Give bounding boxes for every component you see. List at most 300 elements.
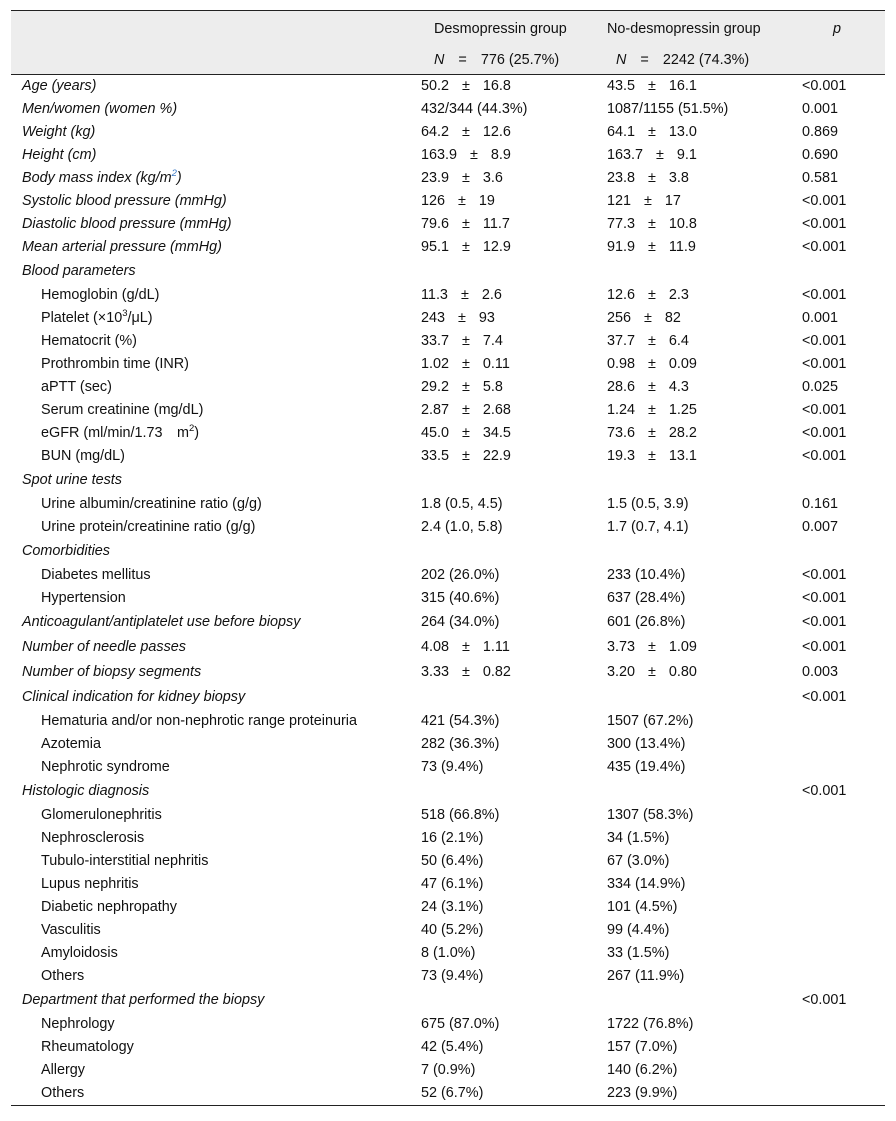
no-desmopressin-value [607,376,689,399]
sd-value: 82 [664,310,681,326]
p-value: <0.001 [802,614,847,630]
header-desmopressin-group: Desmopressin group [434,21,567,37]
mean-value: 11.3 [421,287,448,303]
row-label-tail: ) [194,425,200,441]
superscript: 3 [122,308,128,320]
section-row [11,539,885,564]
row-label [22,144,96,167]
row-label-text: Diastolic blood pressure (mmHg) [22,216,232,232]
no-desmopressin-value: 1307 (58.3%) [607,807,694,823]
row-label [41,873,139,896]
mean-value: 33.5 [421,448,450,464]
row-label-text: Blood parameters [22,263,136,279]
row-label [41,307,153,330]
sd-value: 8.9 [490,147,511,163]
row-label [22,98,177,121]
desmopressin-value: 282 (36.3%) [421,736,500,752]
row-label-text: Body mass index (kg/m [22,170,172,186]
sd-value: 13.1 [668,448,697,464]
row-label [41,804,162,827]
row-label-text: Prothrombin time (INR) [41,356,189,372]
no-desmopressin-value [607,167,689,190]
row-label [41,516,255,539]
table-row [11,587,885,610]
p-value: <0.001 [802,402,847,418]
section-row [11,259,885,284]
sd-value: 93 [478,310,495,326]
table-row [11,756,885,779]
n-label: N [616,52,627,68]
plus-minus: ± [462,664,470,680]
table-row [11,399,885,422]
no-desmopressin-value: 1507 (67.2%) [607,713,694,729]
p-value: <0.001 [802,356,847,372]
no-desmopressin-value [607,75,697,98]
row-label [41,445,125,468]
plus-minus: ± [462,356,470,372]
section-row [11,988,885,1013]
row-label [41,1082,84,1105]
no-desmopressin-value [607,422,697,445]
sd-value: 2.68 [482,402,511,418]
table-row [11,710,885,733]
desmopressin-value: 518 (66.8%) [421,807,500,823]
no-desmopressin-value: 334 (14.9%) [607,876,686,892]
no-desmopressin-value [607,190,681,213]
no-desmopressin-value [607,284,689,307]
mean-value: 77.3 [607,216,636,232]
plus-minus: ± [644,310,652,326]
row-label-text: Others [41,968,85,984]
no-desmopressin-value: 99 (4.4%) [607,922,670,938]
mean-value: 33.7 [421,333,450,349]
row-label-text: Histologic diagnosis [22,783,150,799]
mean-value: 19.3 [607,448,636,464]
mean-value: 28.6 [607,379,636,395]
plus-minus: ± [462,124,470,140]
table-body [11,75,885,1106]
row-label-text: Weight (kg) [22,124,96,140]
p-value: <0.001 [802,216,847,232]
mean-value: 79.6 [421,216,450,232]
sd-value: 11.7 [482,216,510,232]
row-label-text: Rheumatology [41,1039,134,1055]
row-label-text: Diabetic nephropathy [41,899,178,915]
p-value: 0.581 [802,170,839,186]
p-value: 0.001 [802,310,839,326]
mean-value: 1.02 [421,356,450,372]
p-value: <0.001 [802,78,847,94]
desmopressin-value [421,236,511,259]
plus-minus: ± [462,78,470,94]
mean-value: 45.0 [421,425,450,441]
row-label [22,635,186,660]
plus-minus: ± [462,216,470,232]
mean-value: 23.9 [421,170,450,186]
mean-value: 91.9 [607,239,636,255]
row-label [22,259,136,284]
row-label [22,190,227,213]
table-row [11,493,885,516]
table-row [11,98,885,121]
desmopressin-value: 7 (0.9%) [421,1062,476,1078]
mean-value: 3.33 [421,664,450,680]
mean-value: 1.24 [607,402,636,418]
no-desmopressin-value: 1722 (76.8%) [607,1016,694,1032]
plus-minus: ± [648,124,656,140]
plus-minus: ± [648,448,656,464]
p-value: <0.001 [802,425,847,441]
mean-value: 0.98 [607,356,636,372]
sd-value: 16.1 [668,78,697,94]
no-desmopressin-value: 267 (11.9%) [607,968,685,984]
row-label [22,167,182,190]
desmopressin-value [421,284,502,307]
row-label-text: Platelet (×10 [41,310,123,326]
sd-value: 7.4 [482,333,503,349]
no-desmopressin-value: 33 (1.5%) [607,945,670,961]
no-desmopressin-value: 637 (28.4%) [607,590,686,606]
plus-minus: ± [656,147,664,163]
row-label-text: BUN (mg/dL) [41,448,125,464]
row-label [22,988,264,1013]
desmopressin-value [421,635,510,660]
sd-value: 34.5 [482,425,511,441]
row-label [41,733,101,756]
no-desmopressin-value [607,353,697,376]
header-no-desmopressin-group: No-desmopressin group [607,21,761,37]
no-desmopressin-value [607,144,697,167]
row-label-text: Age (years) [22,78,97,94]
row-label [22,236,222,259]
desmopressin-value [421,213,510,236]
no-desmopressin-value [607,121,697,144]
mean-value: 23.8 [607,170,636,186]
table-row [11,1082,885,1105]
row-label-text: Amyloidosis [41,945,118,961]
no-desmopressin-value: 1.7 (0.7, 4.1) [607,519,689,535]
plus-minus: ± [648,664,656,680]
mean-value: 3.20 [607,664,636,680]
row-label-text: Systolic blood pressure (mmHg) [22,193,227,209]
table-row [11,516,885,539]
row-label-text: Department that performed the biopsy [22,992,265,1008]
row-label [41,756,170,779]
sd-value: 0.09 [668,356,697,372]
table-row [11,330,885,353]
table-row [11,353,885,376]
row-label-text: Vasculitis [41,922,101,938]
p-value: 0.869 [802,124,839,140]
plus-minus: ± [462,239,470,255]
p-value: <0.001 [802,239,847,255]
row-label-text: Hematocrit (%) [41,333,137,349]
sd-value: 17 [664,193,681,209]
p-value: <0.001 [802,333,847,349]
desmopressin-value [421,167,503,190]
row-label [41,493,262,516]
plus-minus: ± [648,239,656,255]
mean-value: 163.7 [607,147,644,163]
row-label [22,121,95,144]
p-value: <0.001 [802,193,847,209]
table-row [11,284,885,307]
section-row [11,660,885,685]
sd-value: 22.9 [482,448,511,464]
desmopressin-value: 421 (54.3%) [421,713,500,729]
table-header [11,11,885,75]
p-value: <0.001 [802,287,847,303]
sd-value: 1.11 [482,639,510,655]
section-row [11,779,885,804]
no-desmopressin-value [607,635,697,660]
row-label-text: Diabetes mellitus [41,567,151,583]
sd-value: 10.8 [668,216,697,232]
p-value: 0.001 [802,101,839,117]
table-row [11,307,885,330]
no-desmopressin-value: 34 (1.5%) [607,830,670,846]
characteristics-table [11,10,885,1106]
desmopressin-value [421,376,503,399]
table-row [11,873,885,896]
sd-value: 28.2 [668,425,697,441]
plus-minus: ± [462,448,470,464]
p-value: <0.001 [802,590,847,606]
desmopressin-value: 315 (40.6%) [421,590,500,606]
table-row [11,804,885,827]
desmopressin-value: 264 (34.0%) [421,614,500,630]
plus-minus: ± [460,287,469,303]
desmopressin-value: 73 (9.4%) [421,759,484,775]
row-label-text: Hematuria and/or non-nephrotic range proteinuria [41,713,357,729]
plus-minus: ± [462,402,470,418]
no-desmopressin-value [607,660,697,685]
p-value: 0.161 [802,496,839,512]
row-label [41,330,137,353]
row-label [41,942,118,965]
row-label-text: Mean arterial pressure (mmHg) [22,239,222,255]
row-label-text: Serum creatinine (mg/dL) [41,402,204,418]
row-label-tail: ) [176,170,182,186]
row-label-text: Allergy [41,1062,85,1078]
no-desmopressin-value: 601 (26.8%) [607,614,686,630]
mean-value: 2.87 [421,402,450,418]
plus-minus: ± [648,402,656,418]
plus-minus: ± [648,333,656,349]
row-label [22,610,300,635]
row-label [41,850,208,873]
p-value: 0.003 [802,664,839,680]
plus-minus: ± [648,216,656,232]
row-label-text: Azotemia [41,736,101,752]
row-label [41,1059,85,1082]
table-row [11,190,885,213]
desmopressin-value [421,445,511,468]
plus-minus: ± [462,425,470,441]
sd-value: 4.3 [668,379,689,395]
mean-value: 163.9 [421,147,458,163]
table-row [11,236,885,259]
no-desmopressin-value: 140 (6.2%) [607,1062,678,1078]
mean-value: 95.1 [421,239,450,255]
desmopressin-value: 24 (3.1%) [421,899,484,915]
desmopressin-value [421,422,511,445]
desmopressin-value [421,330,503,353]
p-value: <0.001 [802,639,847,655]
table-row [11,896,885,919]
desmopressin-value: 1.8 (0.5, 4.5) [421,496,503,512]
row-label-text: Number of biopsy segments [22,664,202,680]
no-desmopressin-value: 67 (3.0%) [607,853,670,869]
table-row [11,445,885,468]
p-value: 0.007 [802,519,839,535]
no-desmopressin-value: 1.5 (0.5, 3.9) [607,496,689,512]
row-label-text: Tubulo-interstitial nephritis [41,853,209,869]
row-label-text: Hemoglobin (g/dL) [41,287,160,303]
sd-value: 0.11 [482,356,510,372]
plus-minus: ± [648,287,656,303]
mean-value: 243 [421,310,446,326]
superscript: 2 [171,168,177,180]
row-label-text: Nephrosclerosis [41,830,145,846]
no-desmopressin-value: 233 (10.4%) [607,567,686,583]
row-label [41,1036,134,1059]
row-label [41,376,112,399]
table-row [11,965,885,988]
desmopressin-value: 16 (2.1%) [421,830,484,846]
mean-value: 256 [607,310,632,326]
row-label-tail: /μL) [127,310,153,326]
desmopressin-value: 52 (6.7%) [421,1085,484,1101]
row-label-text: aPTT (sec) [41,379,112,395]
p-value: <0.001 [802,783,847,799]
table-row [11,75,885,98]
row-label [41,422,199,445]
table-row [11,564,885,587]
n-equals: = [640,52,649,68]
table-row [11,1013,885,1036]
sd-value: 12.6 [482,124,511,140]
sd-value: 3.8 [668,170,689,186]
section-row [11,635,885,660]
no-desmopressin-value [607,213,697,236]
row-label-text: Spot urine tests [22,472,122,488]
table-row [11,213,885,236]
row-label-text: Lupus nephritis [41,876,139,892]
desmopressin-value: 8 (1.0%) [421,945,476,961]
p-value: 0.025 [802,379,839,395]
superscript: 2 [188,423,195,435]
no-desmopressin-value [607,399,697,422]
no-desmopressin-value: 157 (7.0%) [607,1039,678,1055]
row-label-text: Nephrology [41,1016,115,1032]
n-value: 776 (25.7%) [480,52,560,68]
row-label [41,827,144,850]
desmopressin-value: 42 (5.4%) [421,1039,484,1055]
mean-value: 64.1 [607,124,636,140]
mean-value: 64.2 [421,124,450,140]
no-desmopressin-value [607,330,689,353]
row-label-text: Urine albumin/creatinine ratio (g/g) [41,496,262,512]
row-label [41,965,84,988]
row-label [41,564,151,587]
row-label [22,779,149,804]
row-label [41,1013,115,1036]
p-value: <0.001 [802,448,847,464]
p-value: <0.001 [802,567,847,583]
plus-minus: ± [648,425,656,441]
plus-minus: ± [458,310,466,326]
desmopressin-value: 2.4 (1.0, 5.8) [421,519,503,535]
desmopressin-value [421,121,511,144]
header-p-value: p [833,21,842,37]
mean-value: 73.6 [607,425,636,441]
row-label-text: Men/women (women %) [22,101,178,117]
sd-value: 2.6 [481,287,502,303]
table-row [11,144,885,167]
row-label [41,919,101,942]
mean-value: 50.2 [421,78,450,94]
table-row [11,919,885,942]
mean-value: 3.73 [607,639,636,655]
table-row [11,422,885,445]
p-value: 0.690 [802,147,839,163]
table-row [11,827,885,850]
no-desmopressin-value [607,236,696,259]
plus-minus: ± [648,639,656,655]
no-desmopressin-value: 223 (9.9%) [607,1085,678,1101]
no-desmopressin-value: 435 (19.4%) [607,759,686,775]
sd-value: 0.80 [668,664,697,680]
row-label [22,75,96,98]
row-label [41,587,126,610]
mean-value: 126 [421,193,446,209]
desmopressin-value [421,399,511,422]
no-desmopressin-value: 1087/1155 (51.5%) [607,101,729,117]
desmopressin-value: 432/344 (44.3%) [421,101,528,117]
sd-value: 16.8 [482,78,511,94]
desmopressin-value: 50 (6.4%) [421,853,484,869]
desmopressin-value [421,353,510,376]
row-label-text: Nephrotic syndrome [41,759,170,775]
desmopressin-value [421,144,511,167]
no-desmopressin-value [607,307,681,330]
sd-value: 1.09 [668,639,697,655]
mean-value: 29.2 [421,379,450,395]
table-row [11,121,885,144]
desmopressin-value [421,75,511,98]
table-row [11,850,885,873]
row-label-text: Glomerulonephritis [41,807,162,823]
sd-value: 13.0 [668,124,697,140]
table-row [11,376,885,399]
plus-minus: ± [648,379,656,395]
n-desmopressin [434,52,559,68]
table-row [11,733,885,756]
p-value: <0.001 [802,992,847,1008]
desmopressin-value: 675 (87.0%) [421,1016,500,1032]
no-desmopressin-value: 101 (4.5%) [607,899,678,915]
section-row [11,610,885,635]
desmopressin-value: 40 (5.2%) [421,922,484,938]
row-label-text: Others [41,1085,85,1101]
desmopressin-value: 73 (9.4%) [421,968,484,984]
row-label-text: Urine protein/creatinine ratio (g/g) [41,519,256,535]
sd-value: 1.25 [668,402,697,418]
row-label [41,353,189,376]
sd-value: 11.9 [668,239,696,255]
row-label-text: Hypertension [41,590,126,606]
